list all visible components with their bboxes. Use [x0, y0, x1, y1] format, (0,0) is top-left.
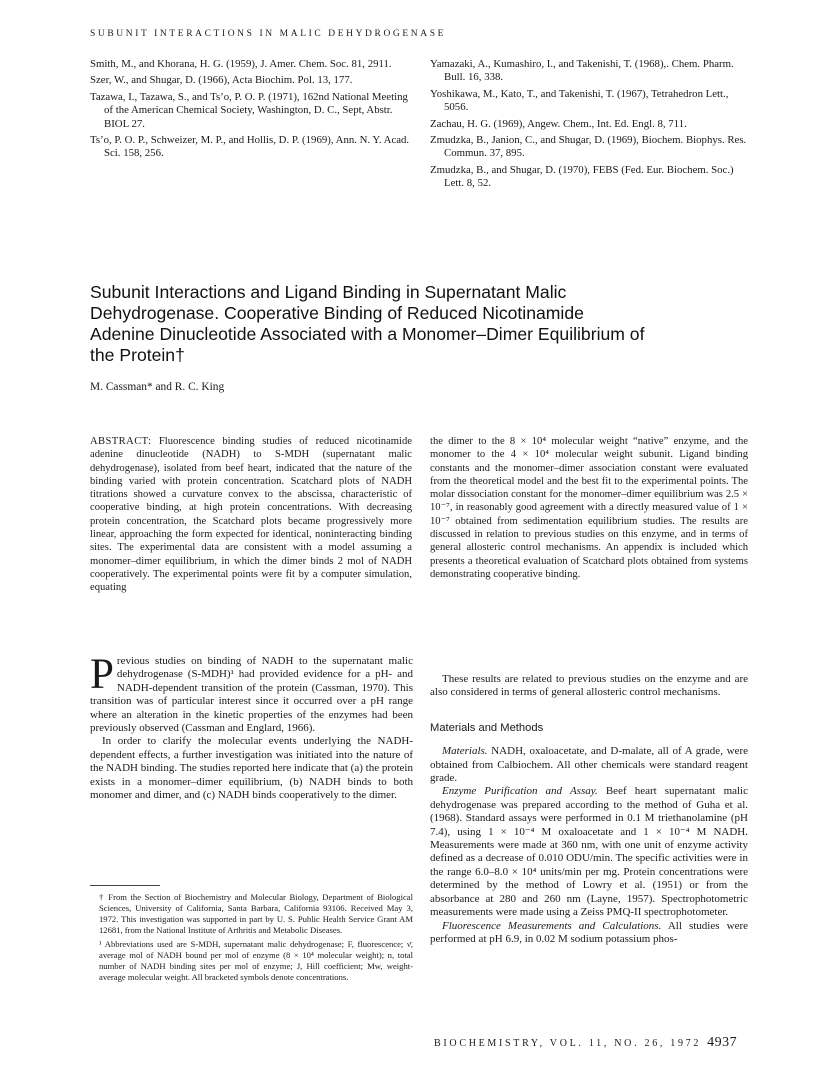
page-number: 4937 — [707, 1035, 738, 1050]
abstract-text-left: Fluorescence binding studies of reduced nicotinamide adenine dinucleotide (NADH) to S-MDH (supernatant malic dehydrogenase), isolated from beef heart, indicated that the nature of the binding varied with protein concentration. Scatchard plots of NADH titrations showed a curvature convex to the abscissa, characteristic of cooperative binding, at high protein concentrations. With decreasing protein concentration, the Scatchard plots became progressively more linear, approaching the form expected for identical, noninteracting binding sites. The experimental data are consistent with a model assuming a monomer–dimer equilibrium, in which the dimer binds 2 mol of NADH cooperatively. The experimental points were fit by a computer simulation, equating — [90, 436, 412, 594]
fluorescence-text: All studies were performed at pH 6.9, in 0.02 M sodium potassium phos- — [430, 919, 748, 945]
materials-text: NADH, oxaloacetate, and D-malate, all of A grade, were obtained from Calbiochem. All other chemicals were standard reagent grade. — [430, 745, 749, 785]
fluorescence-paragraph — [430, 920, 748, 947]
reference-item: Zmudzka, B., and Shugar, D. (1970), FEBS (Fed. Eur. Biochem. Soc.) Lett. 8, 52. — [430, 163, 734, 190]
footnote-abbreviations: ¹ Abbreviations used are S-MDH, supernatant malic dehydrogenase; F, fluorescence; ν̄, average mol of NADH bound per mol of enzyme (8 × 10⁴ molecular weight); n, total number of NADH binding sites per mol of enzyme; J, Hill coefficient; Mw, weight-average molecular weight. All bracketed symbols denote concentrations. — [99, 939, 413, 982]
reference-item: Yamazaki, A., Kumashiro, I., and Takenishi, T. (1968),. Chem. Pharm. Bull. 16, 338. — [430, 58, 734, 84]
footer-journal: BIOCHEMISTRY, VOL. 11, NO. 26, 1972 — [434, 1038, 702, 1049]
article-title: Subunit Interactions and Ligand Binding in Supernatant Malic Dehydrogenase. Cooperative Binding of Reduced Nicotinamide Adenine Dinucleotide Associated with a Monomer–Dimer Equilibrium of the Protein† — [90, 282, 645, 365]
materials-label: Materials. — [442, 745, 488, 758]
reference-item: Yoshikawa, M., Kato, T., and Takenishi, T. (1967), Tetrahedron Lett., 5056. — [430, 87, 729, 114]
materials-paragraph — [430, 745, 748, 785]
reference-item: Zmudzka, B., Janion, C., and Shugar, D. (1969), Biochem. Biophys. Res. Commun. 37, 895. — [430, 134, 747, 160]
footnote-divider — [90, 885, 160, 886]
conclusion-paragraph: These results are related to previous studies on the enzyme and are also considered in terms of general allosteric control mechanisms. — [430, 673, 748, 699]
enzyme-text: Beef heart supernatant malic dehydrogenase was prepared according to the method of Guha et al. (1968). Standard assays were performed in 0.1 M triethanolamine (pH 7.4), using 1 × 10⁻⁴ M oxaloacetate and 1 × 10⁻⁴ M NADH. Measurements were made at 360 nm, with one unit of enzyme activity defined as a decrease of 0.010 ODU/min. The specific activities were in the range 6.0–8.0 × 10⁴ units/min per mg. Protein concentrations were determined by the method of Lowry et al. (1951) or from the absorbance at 280 and 260 nm (Layne, 1957). Spectrophotometric measurements were made using a Zeiss PMQ-II spectrophotometer. — [430, 785, 748, 919]
right-column-body — [430, 673, 748, 946]
reference-item: Tazawa, I., Tazawa, S., and Ts’o, P. O. P. (1971), 162nd National Meeting of the American Chemical Society, Washington, D. C., Sept, Abstr. BIOL 27. — [90, 90, 408, 130]
running-head: SUBUNIT INTERACTIONS IN MALIC DEHYDROGENASE — [90, 29, 446, 39]
abstract-right: the dimer to the 8 × 10⁴ molecular weight “native” enzyme, and the monomer to the 4 × 10⁴ molecular weight subunit. Ligand binding constants and the monomer–dimer association constant were evaluated from the theoretical model and the best fit to the experimental points. The molar dissociation constant for the monomer–dimer equilibrium was 2.5 × 10⁻⁷, in reasonably good agreement with a directly measured value of 1 × 10⁻⁷ obtained from sedimentation equilibrium studies. The results are discussed in relation to previous studies on this enzyme, and in terms of general allosteric control mechanisms. An appendix is included which presents a theoretical evaluation of Scatchard plots obtained from systems demonstrating cooperative binding. — [430, 436, 748, 580]
drop-cap: P — [90, 651, 114, 698]
references-left — [90, 58, 413, 164]
article-authors: M. Cassman* and R. C. King — [90, 381, 225, 393]
abstract-left — [90, 435, 412, 595]
intro-paragraph-1: revious studies on binding of NADH to the supernatant malic dehydrogenase (S-MDH)¹ had provided evidence for a pH- and NADH-dependent transition of the protein (Cassman, 1970). This transition was of particular interest since it occurred over a pH range where an alteration in the kinetic properties of the enzymes had been previously observed (Cassman and Englard, 1966). — [90, 655, 413, 735]
page-footer — [434, 1035, 737, 1051]
fluorescence-label: Fluorescence Measurements and Calculations. — [442, 919, 662, 932]
footnotes — [90, 892, 413, 986]
reference-item: Zachau, H. G. (1969), Angew. Chem., Int. Ed. Engl. 8, 711. — [430, 117, 687, 130]
references-right — [430, 58, 748, 194]
introduction — [90, 651, 413, 802]
intro-paragraph-2: In order to clarify the molecular events underlying the NADH-dependent effects, a further investigation was initiated into the nature of the NADH binding. The studies reported here indicate that (a) the protein exists in a monomer–dimer equilibrium, (b) NADH binds to both monomer and dimer, and (c) NADH binds cooperatively to the dimer. — [90, 735, 413, 802]
enzyme-paragraph — [430, 785, 748, 919]
intro-paragraph — [90, 651, 413, 735]
enzyme-label: Enzyme Purification and Assay. — [442, 785, 598, 798]
section-heading: Materials and Methods — [430, 721, 544, 734]
reference-item: Szer, W., and Shugar, D. (1966), Acta Biochim. Pol. 13, 177. — [90, 74, 353, 87]
reference-item: Smith, M., and Khorana, H. G. (1959), J. Amer. Chem. Soc. 81, 2911. — [90, 58, 392, 70]
abstract-label: ABSTRACT: — [90, 436, 152, 447]
reference-item: Ts’o, P. O. P., Schweizer, M. P., and Hollis, D. P. (1969), Ann. N. Y. Acad. Sci. 158, 256. — [90, 134, 410, 160]
footnote-affiliation: † From the Section of Biochemistry and Molecular Biology, Department of Biological Sciences, University of California, Santa Barbara, California 93106. Received May 3, 1972. This investigation was supported in part by U. S. Public Health Service Grant AM 12681, from the National Institute of Arthritis and Metabolic Diseases. — [99, 892, 413, 935]
